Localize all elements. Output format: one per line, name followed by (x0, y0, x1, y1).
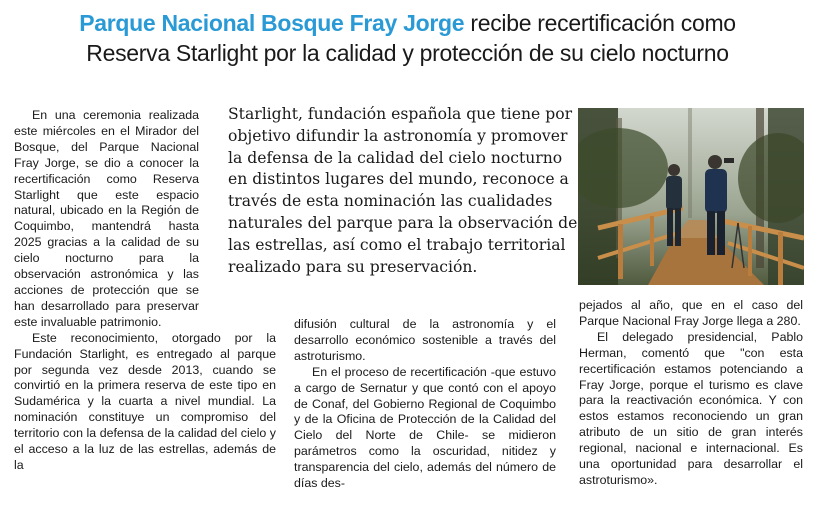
headline-highlight: Parque Nacional Bosque Fray Jorge (79, 10, 465, 36)
article-photo (578, 108, 804, 285)
column-1-paragraph-2: Este reconocimiento, otorgado por la Fundación Starlight, es entregado al parque por segunda vez desde 2013, cuando se convirtió en la primera reserva de este tipo en Sudamérica y la cuarta a nivel mundial. La nominación constituye un compromiso del territorio con la defensa de la calidad del cielo y el acceso a la luz de las estrellas, además de la (14, 330, 276, 472)
headline-line-2: Reserva Starlight por la calidad y protección de su cielo nocturno (86, 40, 729, 66)
pull-quote-line: Starlight, fundación española que tiene por (228, 105, 573, 123)
pull-quote-line: la defensa de la calidad del cielo nocturno (228, 148, 563, 167)
pull-quote-line: en distintos lugares del mundo, reconoce a (228, 170, 569, 189)
headline-line-1 (0, 8, 815, 38)
pull-quote-line: naturales del parque para la observación de (228, 213, 578, 232)
pull-quote-line: través de esta nominación las cualidades (228, 192, 553, 211)
pull-quote-line: objetivo difundir la astronomía y promover (228, 126, 568, 145)
column-3-paragraph-1: pejados al año, que en el caso del Parque Nacional Fray Jorge llega a 280. (579, 298, 803, 328)
headline-line-1-rest: recibe recertificación como (464, 10, 736, 36)
pull-quote-line: las estrellas, así como el trabajo territorial (228, 235, 566, 254)
walkway-scene-illustration (578, 108, 804, 285)
article-column-2 (294, 317, 556, 492)
pull-quote (228, 104, 578, 278)
headline (0, 8, 815, 68)
column-3-paragraph-2: El delegado presidencial, Pablo Herman, comentó que "con esta recertificación estamos potenciando a Fray Jorge, porque el turismo es clave para la reactivación económica. Y con estos estamos reconociendo un gran atributo de un sitio de gran interés regional, nacional e internacional. Es una oportunidad para desarrollar el astroturismo». (579, 329, 803, 487)
column-2-paragraph-1: difusión cultural de la astronomía y el desarrollo económico sostenible a través del astroturismo. (294, 317, 556, 363)
column-2-paragraph-2: En el proceso de recertificación -que estuvo a cargo de Sernatur y que contó con el apoyo de Conaf, del Gobierno Regional de Coquimbo y de la Oficina de Protección de la Calidad del Cielo del Norte de Chile- se midieron parámetros como la oscuridad, nitidez y transparencia del cielo, además del número de días des- (294, 364, 556, 491)
pull-quote-line: realizado para su preservación. (228, 257, 478, 276)
article-column-3 (579, 298, 803, 489)
column-1-paragraph-1: En una ceremonia realizada este miércoles en el Mirador del Bosque, del Parque Nacional Fray Jorge, se dio a conocer la recertificación como Reserva Starlight que este espacio natural, ubicado en la Región de Coquimbo, mantendrá hasta 2025 gracias a la calidad de su cielo nocturno para la observación astronómica y las acciones de protección que se han desarrollado para preservar este invaluable patrimonio. (14, 108, 199, 329)
